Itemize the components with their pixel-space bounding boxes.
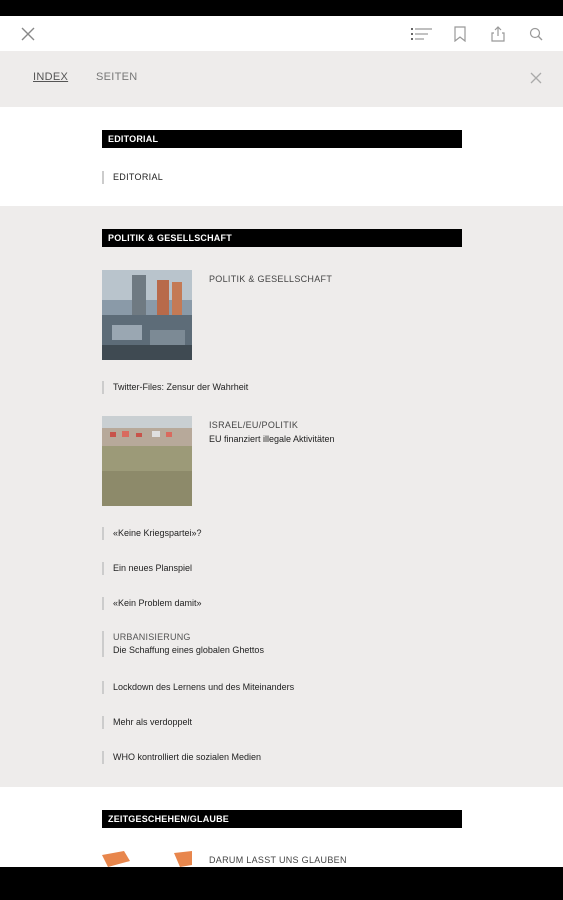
toc-item-kicker: DARUM LASST UNS GLAUBEN xyxy=(209,855,347,865)
toc-item-kicker: URBANISIERUNG xyxy=(113,632,191,642)
toc-item-title: Lockdown des Lernens und des Miteinanders xyxy=(113,682,295,692)
toc-button[interactable] xyxy=(410,24,434,44)
toc-item-title: «Kein Problem damit» xyxy=(113,598,202,608)
toc-item[interactable] xyxy=(102,381,462,394)
article-thumbnail xyxy=(102,851,192,867)
toc-item-title: WHO kontrolliert die sozialen Medien xyxy=(113,752,262,762)
index-tabbar xyxy=(0,51,563,107)
toc-item-kicker: ISRAEL/EU/POLITIK xyxy=(209,420,299,430)
section-politik xyxy=(0,206,563,787)
toc-item[interactable] xyxy=(102,527,462,540)
section-editorial xyxy=(0,107,563,206)
section-zeitgeschehen xyxy=(0,787,563,867)
toc-item[interactable] xyxy=(102,171,462,184)
section-header: POLITIK & GESELLSCHAFT xyxy=(102,229,462,247)
toc-item-with-thumbnail[interactable] xyxy=(102,416,462,508)
toc-item-title: Mehr als verdoppelt xyxy=(113,717,193,727)
close-index-icon[interactable] xyxy=(529,71,543,85)
toc-item[interactable] xyxy=(102,716,462,729)
toc-item-title: «Keine Kriegspartei»? xyxy=(113,528,202,538)
toc-item-title: Twitter-Files: Zensur der Wahrheit xyxy=(113,382,249,392)
search-icon xyxy=(529,27,543,41)
share-button[interactable] xyxy=(488,24,508,44)
toc-content xyxy=(0,107,563,867)
toc-item[interactable] xyxy=(102,631,462,657)
section-header: ZEITGESCHEHEN/GLAUBE xyxy=(102,810,462,828)
close-button[interactable] xyxy=(18,24,38,44)
toc-item-title: Die Schaffung eines globalen Ghettos xyxy=(113,645,264,655)
toc-item-with-thumbnail[interactable] xyxy=(102,270,462,362)
tab-pages[interactable]: SEITEN xyxy=(96,71,138,83)
list-icon xyxy=(411,27,433,41)
share-icon xyxy=(491,26,505,42)
toc-item-kicker: POLITIK & GESELLSCHAFT xyxy=(209,274,333,284)
toc-item[interactable] xyxy=(102,597,462,610)
status-bar xyxy=(0,0,563,16)
bookmark-icon xyxy=(454,26,466,42)
close-icon xyxy=(21,27,35,41)
toc-item-with-thumbnail[interactable] xyxy=(102,851,462,867)
article-thumbnail xyxy=(102,416,192,506)
toc-item[interactable] xyxy=(102,751,462,764)
bookmark-button[interactable] xyxy=(450,24,470,44)
toc-item-title: Ein neues Planspiel xyxy=(113,563,193,573)
search-button[interactable] xyxy=(526,24,546,44)
reader-toolbar xyxy=(0,16,563,51)
system-navigation-bar xyxy=(0,867,563,900)
toc-item-title: EU finanziert illegale Aktivitäten xyxy=(209,434,335,444)
tab-index[interactable]: INDEX xyxy=(33,71,69,83)
section-header: EDITORIAL xyxy=(102,130,462,148)
article-thumbnail xyxy=(102,270,192,360)
toc-item-title: EDITORIAL xyxy=(113,172,164,182)
toc-item[interactable] xyxy=(102,681,462,694)
toc-item[interactable] xyxy=(102,562,462,575)
